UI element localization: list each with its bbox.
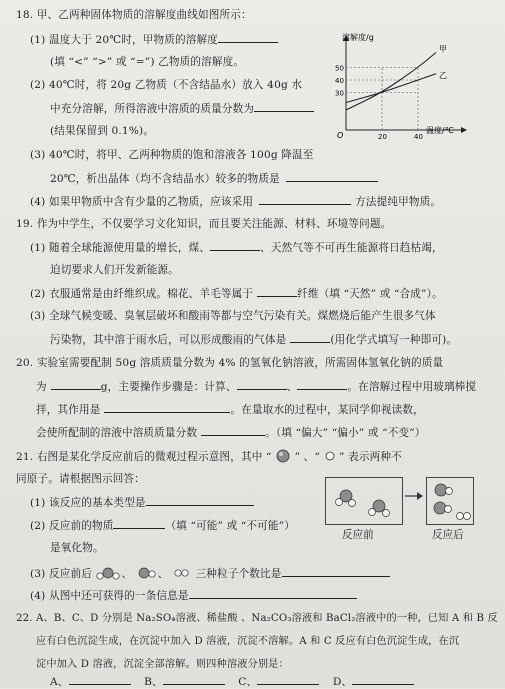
q21-part2-line2: 是氧化物。: [50, 542, 104, 554]
answer-blank[interactable]: [237, 379, 287, 390]
q18-heading: 18. 甲、乙两种固体物质的溶解度曲线如图所示：: [16, 9, 252, 21]
answer-blank-d[interactable]: [352, 674, 414, 685]
x-tick-label: 20: [378, 133, 387, 140]
answer-blank[interactable]: [259, 194, 351, 205]
caption-before: 反应前: [342, 529, 374, 541]
q22-line3: 淀中加入 D 溶液，沉淀全部溶解。则四种溶液分别是：: [36, 659, 289, 670]
answer-blank[interactable]: [201, 425, 265, 436]
answer-blank[interactable]: [146, 495, 254, 506]
q19-part3-line1: (3) 全球气候变暖、臭氧层破坏和酸雨等都与空气污染有关。煤燃烧后能产生很多气体: [30, 310, 436, 322]
q18-part2-line3: (结果保留到 0.1%)。: [50, 125, 155, 137]
q20-line3: 拌，其作用是 。在量取水的过程中，某同学仰视读数，: [36, 404, 424, 416]
answer-blank-a[interactable]: [69, 674, 131, 685]
y-tick-label: 30: [335, 89, 344, 98]
answer-blank[interactable]: [218, 32, 278, 43]
reaction-after-box: [426, 477, 474, 525]
reaction-arrow-icon: [404, 490, 424, 502]
q18-part1-line2: (填 “<” “>” 或 “=”) 乙物质的溶解度。: [50, 56, 245, 68]
answer-blank[interactable]: [282, 566, 390, 577]
q20-line4: 会使所配制的溶液中溶质质量分数 。（填 “偏大” “偏小” 或 “不变”）: [36, 427, 426, 439]
origin-label: O: [337, 131, 344, 140]
curve-yi: [346, 74, 436, 103]
molecule-a-icon: [95, 565, 121, 581]
q22-answers: A、 B、 C、 D、: [50, 674, 414, 689]
q18-part3-line2: 20℃，析出晶体（均不含结晶水）较多的物质是: [50, 171, 378, 186]
reaction-before-box: [325, 477, 403, 525]
q22-line2: 应有白色沉淀生成，在沉淀中加入 D 溶液，沉淀不溶解。A 和 C 反应有白色沉淀生成，在沉: [36, 636, 460, 647]
q21-line2: 同原子。请根据图示回答：: [16, 473, 145, 485]
answer-blank[interactable]: [104, 402, 230, 413]
answer-blank-c[interactable]: [257, 674, 319, 685]
q19-heading: 19. 作为中学生，不仅要学习文化知识，而且要关注能源、材料、环境等问题。: [16, 218, 392, 230]
q21-line1: 21. 右图是某化学反应前后的微观过程示意图，其中 “ ” 、“ ” 表示两种不: [16, 451, 402, 463]
q18-part3-line1: (3) 40℃时，将甲、乙两种物质的饱和溶液各 100g 降温至: [30, 149, 314, 161]
answer-blank-b[interactable]: [163, 674, 225, 685]
x-tick-label: 40: [414, 133, 423, 140]
q19-part2-line: (2) 衣服通常是由纤维织成。棉花、羊毛等属于 纤维（填 “天然” 或 “合成”）。: [30, 288, 443, 300]
answer-blank[interactable]: [51, 379, 101, 390]
reaction-before-particles: [326, 478, 402, 524]
y-tick-label: 40: [335, 77, 344, 85]
answer-blank[interactable]: [254, 101, 314, 112]
dark-atom-icon: [275, 449, 291, 463]
answer-blank[interactable]: [286, 171, 378, 182]
molecule-b-icon: [435, 484, 453, 496]
y-axis-label: 溶解度/g: [342, 33, 374, 42]
q22-line1: 22. A、B、C、D 分别是 Na₂SO₄溶液、稀盐酸 、Na₂CO₃溶液和 BaCl₂溶液中的一种，已知 A 和 B 反: [16, 613, 498, 624]
molecule-b-icon: [136, 565, 158, 581]
series-label: 乙: [439, 70, 447, 80]
reaction-after-particles: [427, 478, 473, 524]
q18-part1-line1: (1) 温度大于 20℃时，甲物质的溶解度: [30, 32, 278, 47]
answer-blank[interactable]: [297, 379, 347, 390]
q18-part2-line1: (2) 40℃时，将 20g 乙物质（不含结晶水）放入 40g 水: [30, 79, 303, 91]
q18-part2-line2: 中充分溶解，所得溶液中溶质的质量分数为: [50, 101, 314, 116]
answer-blank[interactable]: [210, 240, 260, 251]
caption-after: 反应后: [432, 529, 464, 541]
q19-part1-line1: (1) 随着全球能源使用量的增长，煤、 、天然气等不可再生能源将日趋枯竭，: [30, 242, 443, 254]
answer-blank[interactable]: [257, 286, 297, 297]
molecule-a-icon: [336, 490, 356, 507]
q19-part1-line2: 迫切要求人们开发新能源。: [50, 264, 179, 276]
light-atom-icon: [324, 450, 336, 462]
q21-part1-line: (1) 该反应的基本类型是: [30, 495, 254, 510]
molecule-b-icon: [434, 502, 452, 514]
curve-jia: [346, 53, 436, 111]
answer-blank[interactable]: [290, 332, 330, 343]
x-axis-label: 温度/℃: [426, 126, 454, 135]
solubility-chart: [332, 30, 472, 140]
q20-line1: 20. 实验室需要配制 50g 溶质质量分数为 4% 的氢氧化钠溶液，所需固体氢氧化钠的质量: [16, 357, 444, 369]
q19-part3-line2: 污染物，其中溶于雨水后，可以形成酸雨的气体是 (用化学式填写一种即可)。: [50, 334, 458, 346]
y-tick-label: 50: [335, 64, 344, 73]
q21-part3-line: (3) 反应前后 、 、 三种粒子个数比是: [30, 565, 390, 581]
molecule-c-icon: [172, 566, 192, 580]
series-label: 甲: [439, 44, 447, 54]
solubility-chart-svg: [332, 30, 472, 140]
q18-part4-line: (4) 如果甲物质中含有少量的乙物质，应该采用 方法提纯甲物质。: [30, 196, 442, 208]
q21-part2-line1: (2) 反应前的物质 （填 “可能” 或 “不可能”）: [30, 520, 295, 532]
q21-part4-line: (4) 从图中还可获得的一条信息是: [30, 588, 357, 603]
q20-line2: 为 g，主要操作步骤是：计算、 、 。在溶解过程中用玻璃棒搅: [36, 381, 477, 393]
answer-blank[interactable]: [113, 518, 165, 529]
molecule-c-icon: [457, 513, 471, 520]
molecule-a-icon: [369, 500, 390, 517]
answer-blank[interactable]: [189, 588, 357, 599]
